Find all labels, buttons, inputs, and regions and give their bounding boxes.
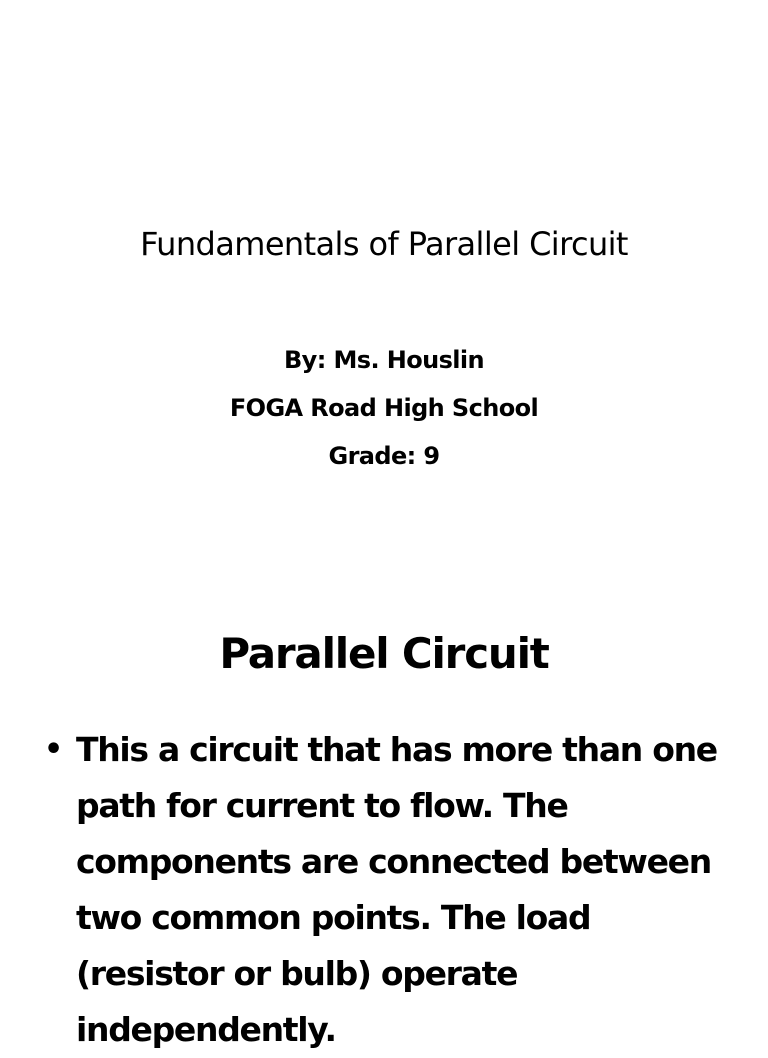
grade-line: Grade: 9 [328, 442, 440, 470]
content-slide [0, 576, 768, 1049]
author-line: By: Ms. Houslin [283, 346, 485, 374]
bullet-text: This a circuit that has more than one path for current to flow. The components are connected between two common points. The load (resistor or bulb) operate independently. [76, 730, 717, 1049]
slide-title: Parallel Circuit [219, 629, 549, 678]
bullet-icon: • [44, 732, 64, 767]
school-line: FOGA Road High School [229, 394, 539, 422]
slide-subtitle [0, 336, 768, 480]
slide-title: Fundamentals of Parallel Circuit [140, 225, 628, 263]
